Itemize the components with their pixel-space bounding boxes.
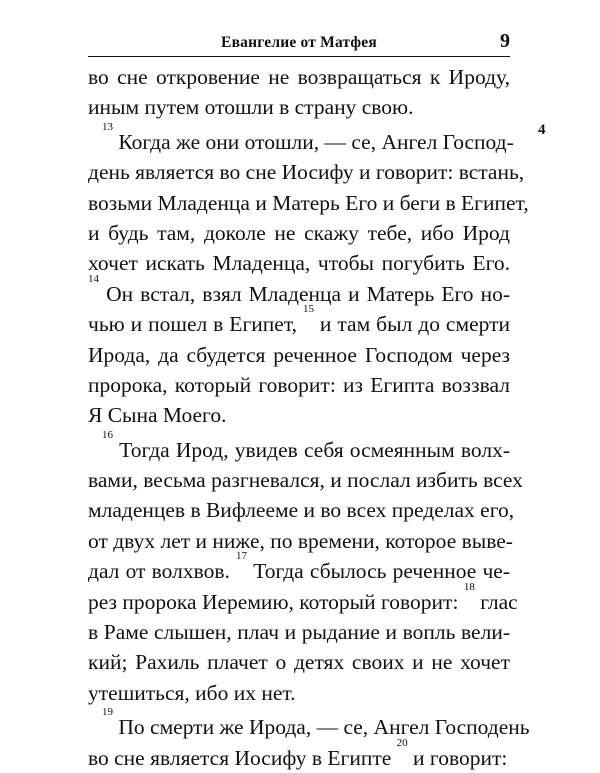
verse-text: во сне откровение не возвращаться к Ироду, [88, 65, 510, 89]
running-head [88, 30, 510, 57]
text-line [88, 736, 510, 773]
verse-text: кий; Рахиль плачет о детях своих и не хочет [88, 650, 510, 675]
verse-text: и будь там, доколе не скажу тебе, ибо Ирод [88, 220, 510, 245]
text-line [88, 370, 510, 400]
verse-number: 15 [302, 303, 314, 316]
verse-text: утешиться, ибо их нет. [88, 680, 296, 705]
verse-number: 18 [463, 580, 475, 593]
text-line [88, 303, 510, 339]
verse-text: Он встал, взял Младенца и Матерь Его но- [99, 281, 510, 306]
verse-number: 13 [102, 120, 113, 133]
verse-text: хочет искать Младенца, чтобы погубить Его. [88, 251, 510, 276]
verse-text: Когда же они отошли, — се, Ангел Господ- [113, 129, 514, 154]
verse-text: чью и пошел в Египет, [88, 312, 303, 337]
verse-text: Ирода, да сбудется реченное Господом через [88, 342, 510, 367]
text-line [88, 465, 523, 495]
text-line [88, 647, 510, 677]
verse-text: глас [474, 589, 518, 614]
page-number: 9 [500, 30, 510, 52]
text-line [88, 92, 510, 122]
verse-text: вами, весьма разгневался, и послал избить всех [88, 468, 523, 493]
verse-text: Тогда сбылось реченное че- [247, 559, 510, 584]
verse-text: пророка, который говорит: из Египта воззвал [88, 372, 510, 397]
body-text [88, 62, 530, 773]
verse-text: возьми Младенца и Матерь Его и беги в Египет, [88, 190, 529, 215]
text-line [88, 550, 510, 586]
text-line [88, 526, 513, 556]
text-line [88, 580, 518, 617]
text-line [88, 120, 514, 157]
text-line [88, 218, 510, 248]
verse-number: 17 [236, 550, 248, 563]
verse-number: 20 [396, 736, 408, 749]
verse-text: Я Сына Моего. [88, 403, 227, 428]
verse-text: иным путем отошли в страну свою. [88, 95, 414, 120]
text-line [88, 272, 510, 309]
verse-text: в Раме слышен, плач и рыдание и вопль вели- [88, 620, 510, 645]
verse-number: 14 [88, 272, 99, 285]
verse-text: младенцев в Вифлееме и во всех пределах его, [88, 498, 515, 523]
text-line [88, 188, 529, 218]
text-line [88, 428, 510, 465]
verse-text: и там был до смерти [313, 312, 510, 337]
text-line [88, 678, 510, 708]
verse-number: 19 [102, 706, 113, 719]
verse-text: от двух лет и ниже, по времени, которое выве- [88, 528, 513, 553]
verse-text: По смерти же Ирода, — се, Ангел Господень [113, 715, 530, 740]
text-line [88, 62, 510, 92]
verse-text: и говорит: [407, 745, 508, 770]
text-line [88, 706, 530, 742]
verse-text: во сне является Иосифу в Египте [88, 745, 397, 770]
verse-text: Тогда Ирод, увидев себя осмеянным волх- [113, 437, 510, 462]
verse-number: 16 [102, 428, 113, 441]
text-line [88, 340, 510, 370]
text-line [88, 617, 510, 647]
running-title: Евангелие от Матфея [221, 34, 377, 51]
chapter-marker: 4 [538, 122, 546, 138]
text-line [88, 248, 510, 278]
text-line [88, 495, 515, 525]
text-line [88, 400, 510, 430]
verse-text: день является во сне Иосифу и говорит: встань, [88, 160, 525, 185]
text-line [88, 157, 525, 187]
verse-text: дал от волхвов. [88, 559, 237, 584]
verse-text: рез пророка Иеремию, который говорит: [88, 589, 464, 614]
